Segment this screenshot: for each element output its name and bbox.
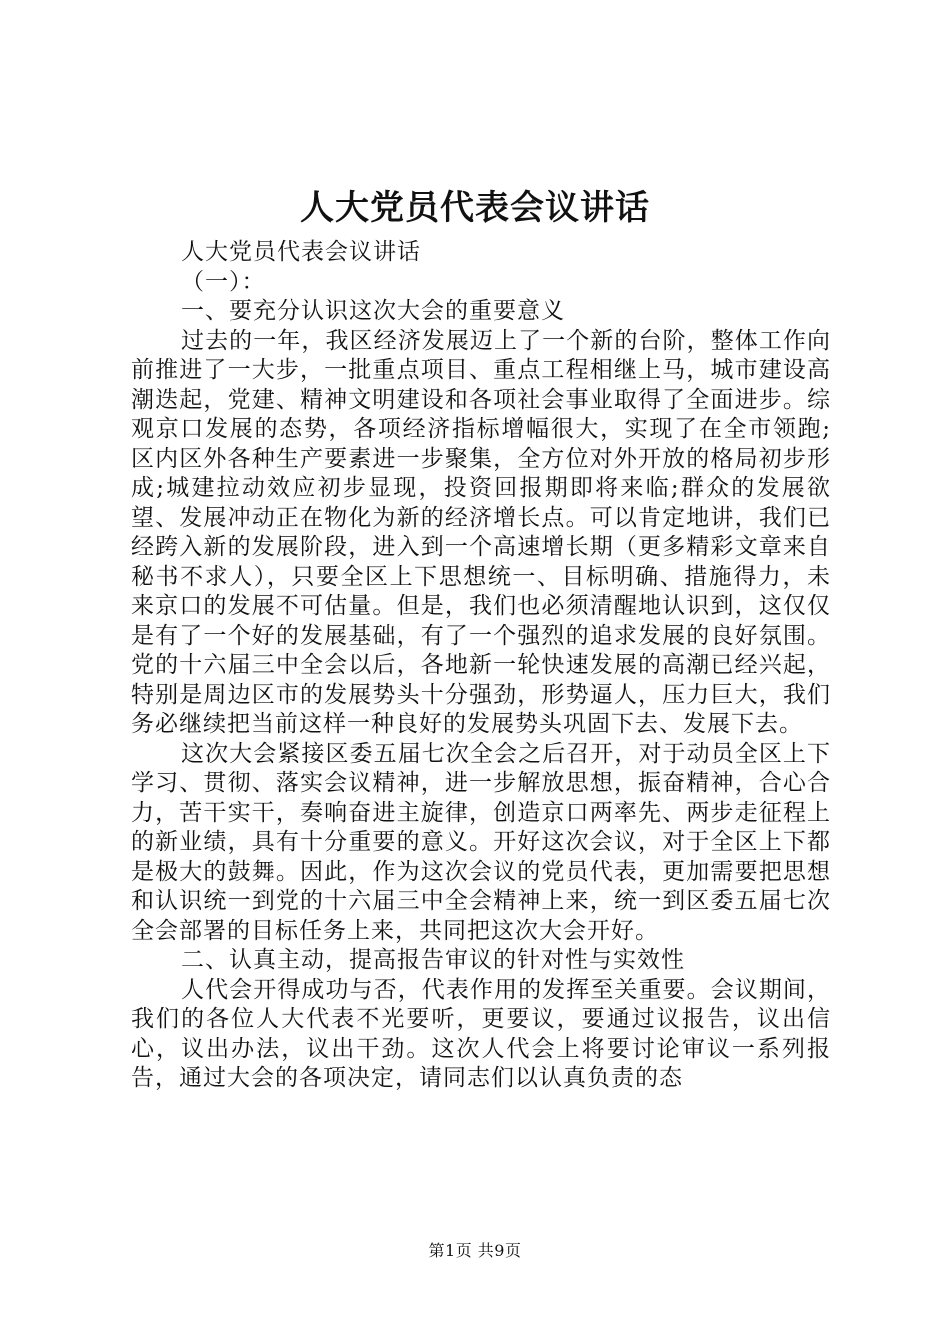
heading-section-1: 一、要充分认识这次大会的重要意义 xyxy=(181,298,565,324)
paragraph-section-number: （一）： xyxy=(181,268,266,295)
paragraph-subtitle: 人大党员代表会议讲话 xyxy=(181,239,421,265)
paragraph: 过去的一年，我区经济发展迈上了一个新的台阶，整体工作向前推进了一大步，一批重点项目、重点工程相继上马，城市建设高潮迭起，党建、精神文明建设和各项社会事业取得了全面进步。综观京口发展的态势，各项经济指标增幅很大，实现了在全市领跑;区内区外各种生产要素进一步聚集，全方位对外开放的格局初步形成;城建拉动效应初步显现，投资回报期即将来临;群众的发展欲望、发展冲动正在物化为新的经济增长点。可以肯定地讲，我们已经跨入新的发展阶段，进入到一个高速增长期（更多精彩文章来自秘书不求人），只要全区上下思想统一、目标明确、措施得力，未来京口的发展不可估量。但是，我们也必须清醒地认识到，这仅仅是有了一个好的发展基础，有了一个强烈的追求发展的良好氛围。党的十六届三中全会以后，各地新一轮快速发展的高潮已经兴起，特别是周边区市的发展势头十分强劲，形势逼人，压力巨大，我们务必继续把当前这样一种良好的发展势头巩固下去、发展下去。 xyxy=(131,327,831,737)
heading-section-2: 二、认真主动，提高报告审议的针对性与实效性 xyxy=(181,947,685,973)
document-title: 人大党员代表会议讲话 xyxy=(300,188,650,228)
document-body xyxy=(131,238,831,1094)
paragraph: 人代会开得成功与否，代表作用的发挥至关重要。会议期间，我们的各位人大代表不光要听，更要议，要通过议报告，议出信心，议出办法，议出干劲。这次人代会上将要讨论审议一系列报告，通过大会的各项决定，请同志们以认真负责的态 xyxy=(131,976,831,1091)
paragraph: 这次大会紧接区委五届七次全会之后召开，对于动员全区上下学习、贯彻、落实会议精神，进一步解放思想，振奋精神，合心合力，苦干实干，奏响奋进主旋律，创造京口两率先、两步走征程上的新业绩，具有十分重要的意义。开好这次会议，对于全区上下都是极大的鼓舞。因此，作为这次会议的党员代表，更加需要把思想和认识统一到党的十六届三中全会精神上来，统一到区委五届七次全会部署的目标任务上来，共同把这次大会开好。 xyxy=(131,740,831,944)
page-footer: 第1页 共9页 xyxy=(428,1241,522,1260)
